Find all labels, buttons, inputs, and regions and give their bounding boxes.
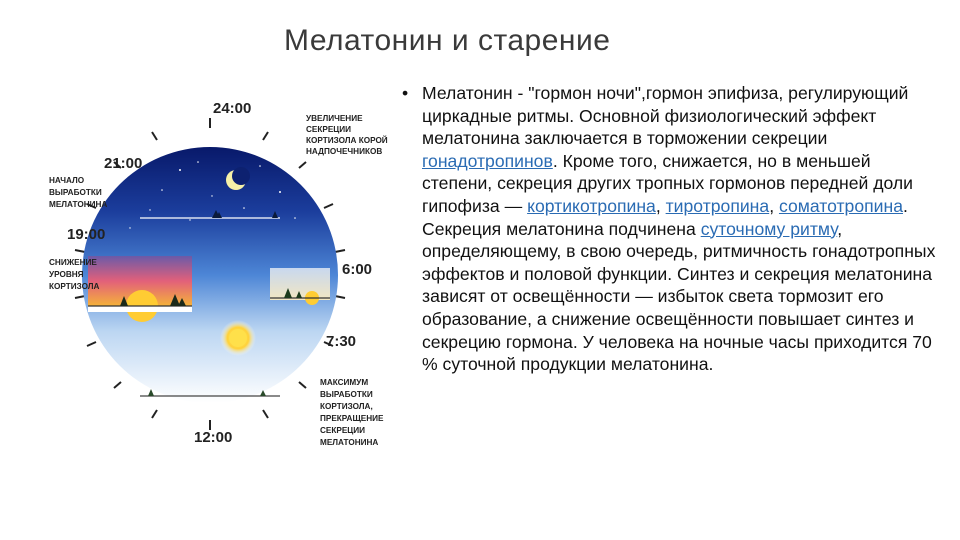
svg-text:УРОВНЯ: УРОВНЯ [49,270,84,279]
link-gonadotropins[interactable]: гонадотропинов [422,150,553,171]
link-corticotropin[interactable]: кортикотропина [527,195,656,216]
circadian-clock-svg [30,100,390,480]
time-1900: 19:00 [67,226,106,243]
svg-text:КОРТИЗОЛА,: КОРТИЗОЛА, [320,402,373,411]
bullet-text-block [402,82,942,376]
svg-text:ВЫРАБОТКИ: ВЫРАБОТКИ [320,390,373,399]
time-0600: 6:00 [342,261,373,278]
svg-text:МЕЛАТОНИНА: МЕЛАТОНИНА [320,438,379,447]
text-segment: , [769,195,779,216]
slide-title: Мелатонин и старение [284,24,611,57]
text-segment: . [902,195,908,216]
time-1200: 12:00 [194,429,233,446]
svg-text:КОРТИЗОЛА КОРОЙ: КОРТИЗОЛА КОРОЙ [306,136,388,145]
note-cortisol-max [320,378,384,447]
svg-text:МАКСИМУМ: МАКСИМУМ [320,378,369,387]
svg-text:НАЧАЛО: НАЧАЛО [49,176,85,185]
link-somatotropin[interactable]: соматотропина [778,195,903,216]
sunrise-scene [270,268,330,305]
note-melatonin-start [49,176,107,209]
svg-text:КОРТИЗОЛА: КОРТИЗОЛА [49,282,100,291]
time-2400: 24:00 [213,100,252,117]
link-thyrotropin[interactable]: тиротропина [665,195,770,216]
svg-text:МЕЛАТОНИНА: МЕЛАТОНИНА [49,200,108,209]
svg-text:ВЫРАБОТКИ: ВЫРАБОТКИ [49,188,102,197]
svg-text:НАДПОЧЕЧНИКОВ: НАДПОЧЕЧНИКОВ [306,147,383,156]
text-segment: Мелатонин - "гормон ночи",гормон эпифиза, регулирующий циркадные ритмы. Основной физиологический эффект мелатонина заключается в торможении секреции [422,83,909,149]
svg-text:УВЕЛИЧЕНИЕ: УВЕЛИЧЕНИЕ [306,114,363,123]
svg-text:ПРЕКРАЩЕНИЕ: ПРЕКРАЩЕНИЕ [320,414,384,423]
time-2100: 21:00 [104,155,143,172]
link-circadian-rhythm[interactable]: суточному ритму [700,218,838,239]
svg-text:СЕКРЕЦИИ: СЕКРЕЦИИ [306,125,352,134]
bullet-paragraph [422,82,942,376]
svg-text:СЕКРЕЦИИ: СЕКРЕЦИИ [320,426,366,435]
note-cortisol-increase [306,114,388,156]
text-segment: Секреция мелатонина подчинена [422,218,701,239]
sun-icon [220,320,256,356]
text-segment: , определяющему, в свою очередь, ритмичность гонадотропных эффектов и половой функции. Синтез и секреция мелатонина зависят от освещённости — избыток света тормозит его образование, а снижение освещённости повышает синтез и секрецию гормона. У человека на ночные часы приходится 70 % суточной продукции мелатонина. [422,218,936,375]
circadian-diagram [30,100,390,480]
time-0730: 7:30 [326,333,357,350]
text-segment: , [655,195,666,216]
text-segment: . Кроме того, снижается, но в меньшей степени, секреция других тропных гормонов передней доли гипофиза — [422,150,913,216]
svg-text:СНИЖЕНИЕ: СНИЖЕНИЕ [49,258,97,267]
bullet-marker: • [402,83,409,103]
